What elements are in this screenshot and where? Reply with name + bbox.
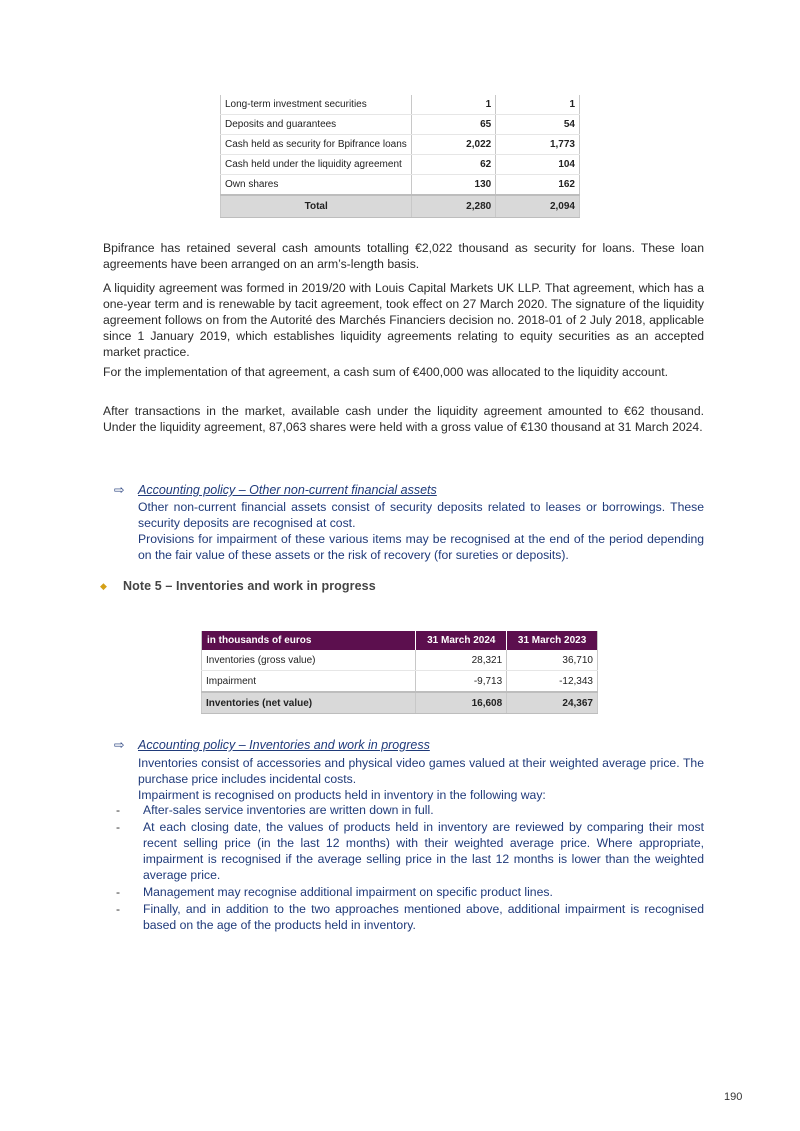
dash-bullet: - bbox=[116, 803, 121, 817]
row-value-2024: 62 bbox=[412, 155, 496, 175]
column-header: 31 March 2023 bbox=[507, 631, 598, 650]
paragraph-bpifrance: Bpifrance has retained several cash amounts totalling €2,022 thousand as security for loans. These loan agreements have been arranged on an arm’s-length basis. bbox=[103, 241, 704, 271]
row-value-2023: 162 bbox=[496, 175, 580, 196]
total-label: Total bbox=[221, 195, 412, 218]
row-value-2023: 54 bbox=[496, 115, 580, 135]
policy-text: Other non-current financial assets consist of security deposits related to leases or borrowings. These security deposits are recognised at cost. bbox=[138, 500, 704, 530]
dash-bullet: - bbox=[116, 820, 121, 834]
list-item-text: Management may recognise additional impairment on specific product lines. bbox=[143, 885, 553, 899]
row-label: Cash held as security for Bpifrance loans bbox=[221, 135, 412, 155]
row-value-2024: 28,321 bbox=[416, 650, 507, 671]
deposits-table bbox=[220, 95, 580, 218]
note-title: Note 5 – Inventories and work in progress bbox=[123, 579, 376, 593]
row-label: Impairment bbox=[202, 671, 416, 693]
total-row bbox=[221, 195, 580, 218]
row-label: Cash held under the liquidity agreement bbox=[221, 155, 412, 175]
paragraph-implementation: For the implementation of that agreement, a cash sum of €400,000 was allocated to the liquidity account. bbox=[103, 365, 669, 379]
inventory-table bbox=[201, 631, 598, 714]
row-value-2023: 104 bbox=[496, 155, 580, 175]
arrow-right-icon: ⇨ bbox=[114, 483, 125, 497]
policy-title: Accounting policy – Other non-current financial assets bbox=[138, 483, 437, 497]
total-row bbox=[202, 692, 598, 714]
row-value-2023: 1,773 bbox=[496, 135, 580, 155]
list-item bbox=[116, 884, 704, 900]
table-row bbox=[202, 650, 598, 671]
note-heading bbox=[100, 579, 376, 593]
total-value-2023: 2,094 bbox=[496, 195, 580, 218]
table-row bbox=[221, 115, 580, 135]
list-item bbox=[116, 901, 704, 933]
list-item-text: Finally, and in addition to the two approaches mentioned above, additional impairment is recognised based on the age of the products held in inventory. bbox=[143, 902, 704, 932]
table-row bbox=[221, 175, 580, 196]
table-row bbox=[221, 135, 580, 155]
total-label: Inventories (net value) bbox=[202, 692, 416, 714]
policy-text: Provisions for impairment of these various items may be recognised at the end of the period depending on the fair value of these assets or the risk of recovery (for sureties or deposits). bbox=[138, 532, 704, 562]
policy-text: Impairment is recognised on products held in inventory in the following way: bbox=[138, 788, 546, 802]
row-value-2023: 36,710 bbox=[507, 650, 598, 671]
table-row bbox=[221, 95, 580, 115]
row-label: Deposits and guarantees bbox=[221, 115, 412, 135]
row-value-2024: 1 bbox=[412, 95, 496, 115]
impairment-list bbox=[116, 802, 704, 934]
row-value-2024: 2,022 bbox=[412, 135, 496, 155]
list-item bbox=[116, 819, 704, 883]
total-value-2024: 16,608 bbox=[416, 692, 507, 714]
total-value-2023: 24,367 bbox=[507, 692, 598, 714]
dash-bullet: - bbox=[116, 902, 121, 916]
row-value-2024: 130 bbox=[412, 175, 496, 196]
total-value-2024: 2,280 bbox=[412, 195, 496, 218]
page-number: 190 bbox=[724, 1091, 743, 1103]
table-header-row bbox=[202, 631, 598, 650]
row-label: Inventories (gross value) bbox=[202, 650, 416, 671]
paragraph-transactions: After transactions in the market, available cash under the liquidity agreement amounted to €62 thousand. Under the liquidity agreement, 87,063 shares were held with a gross value of €130 thousand at 31 March 2024. bbox=[103, 404, 704, 434]
column-header: 31 March 2024 bbox=[416, 631, 507, 650]
paragraph-liquidity-agreement: A liquidity agreement was formed in 2019/20 with Louis Capital Markets UK LLP. That agreement, which has a one-year term and is renewable by tacit agreement, took effect on 27 March 2020. The signature of the liquidity agreement follows on from the Autorité des Marchés Financiers decision no. 2018-01 of 2 July 2018, applicable since 1 January 2019, which establishes liquidity agreements relating to equity securities as an accepted market practice. bbox=[103, 281, 704, 359]
list-item-text: At each closing date, the values of products held in inventory are reviewed by comparing their most recent selling price (in the last 12 months) with their weighted average price. Where appropriate, impairment is recognised if the average selling price in the last 12 months is lower than the weighted average price. bbox=[143, 820, 704, 882]
row-value-2023: 1 bbox=[496, 95, 580, 115]
policy-text: Inventories consist of accessories and physical video games valued at their weighted average price. The purchase price includes incidental costs. bbox=[138, 756, 704, 786]
arrow-right-icon: ⇨ bbox=[114, 738, 125, 752]
table-row bbox=[221, 155, 580, 175]
dash-bullet: - bbox=[116, 885, 121, 899]
list-item bbox=[116, 802, 704, 818]
row-label: Own shares bbox=[221, 175, 412, 196]
table-row bbox=[202, 671, 598, 693]
list-item-text: After-sales service inventories are written down in full. bbox=[143, 803, 434, 817]
row-value-2024: -9,713 bbox=[416, 671, 507, 693]
policy-title: Accounting policy – Inventories and work in progress bbox=[138, 738, 430, 752]
row-value-2024: 65 bbox=[412, 115, 496, 135]
column-header: in thousands of euros bbox=[202, 631, 416, 650]
diamond-bullet-icon: ◆ bbox=[100, 581, 107, 591]
policy-heading-financial-assets bbox=[114, 482, 437, 498]
row-label: Long-term investment securities bbox=[221, 95, 412, 115]
row-value-2023: -12,343 bbox=[507, 671, 598, 693]
policy-heading-inventories bbox=[114, 737, 430, 753]
